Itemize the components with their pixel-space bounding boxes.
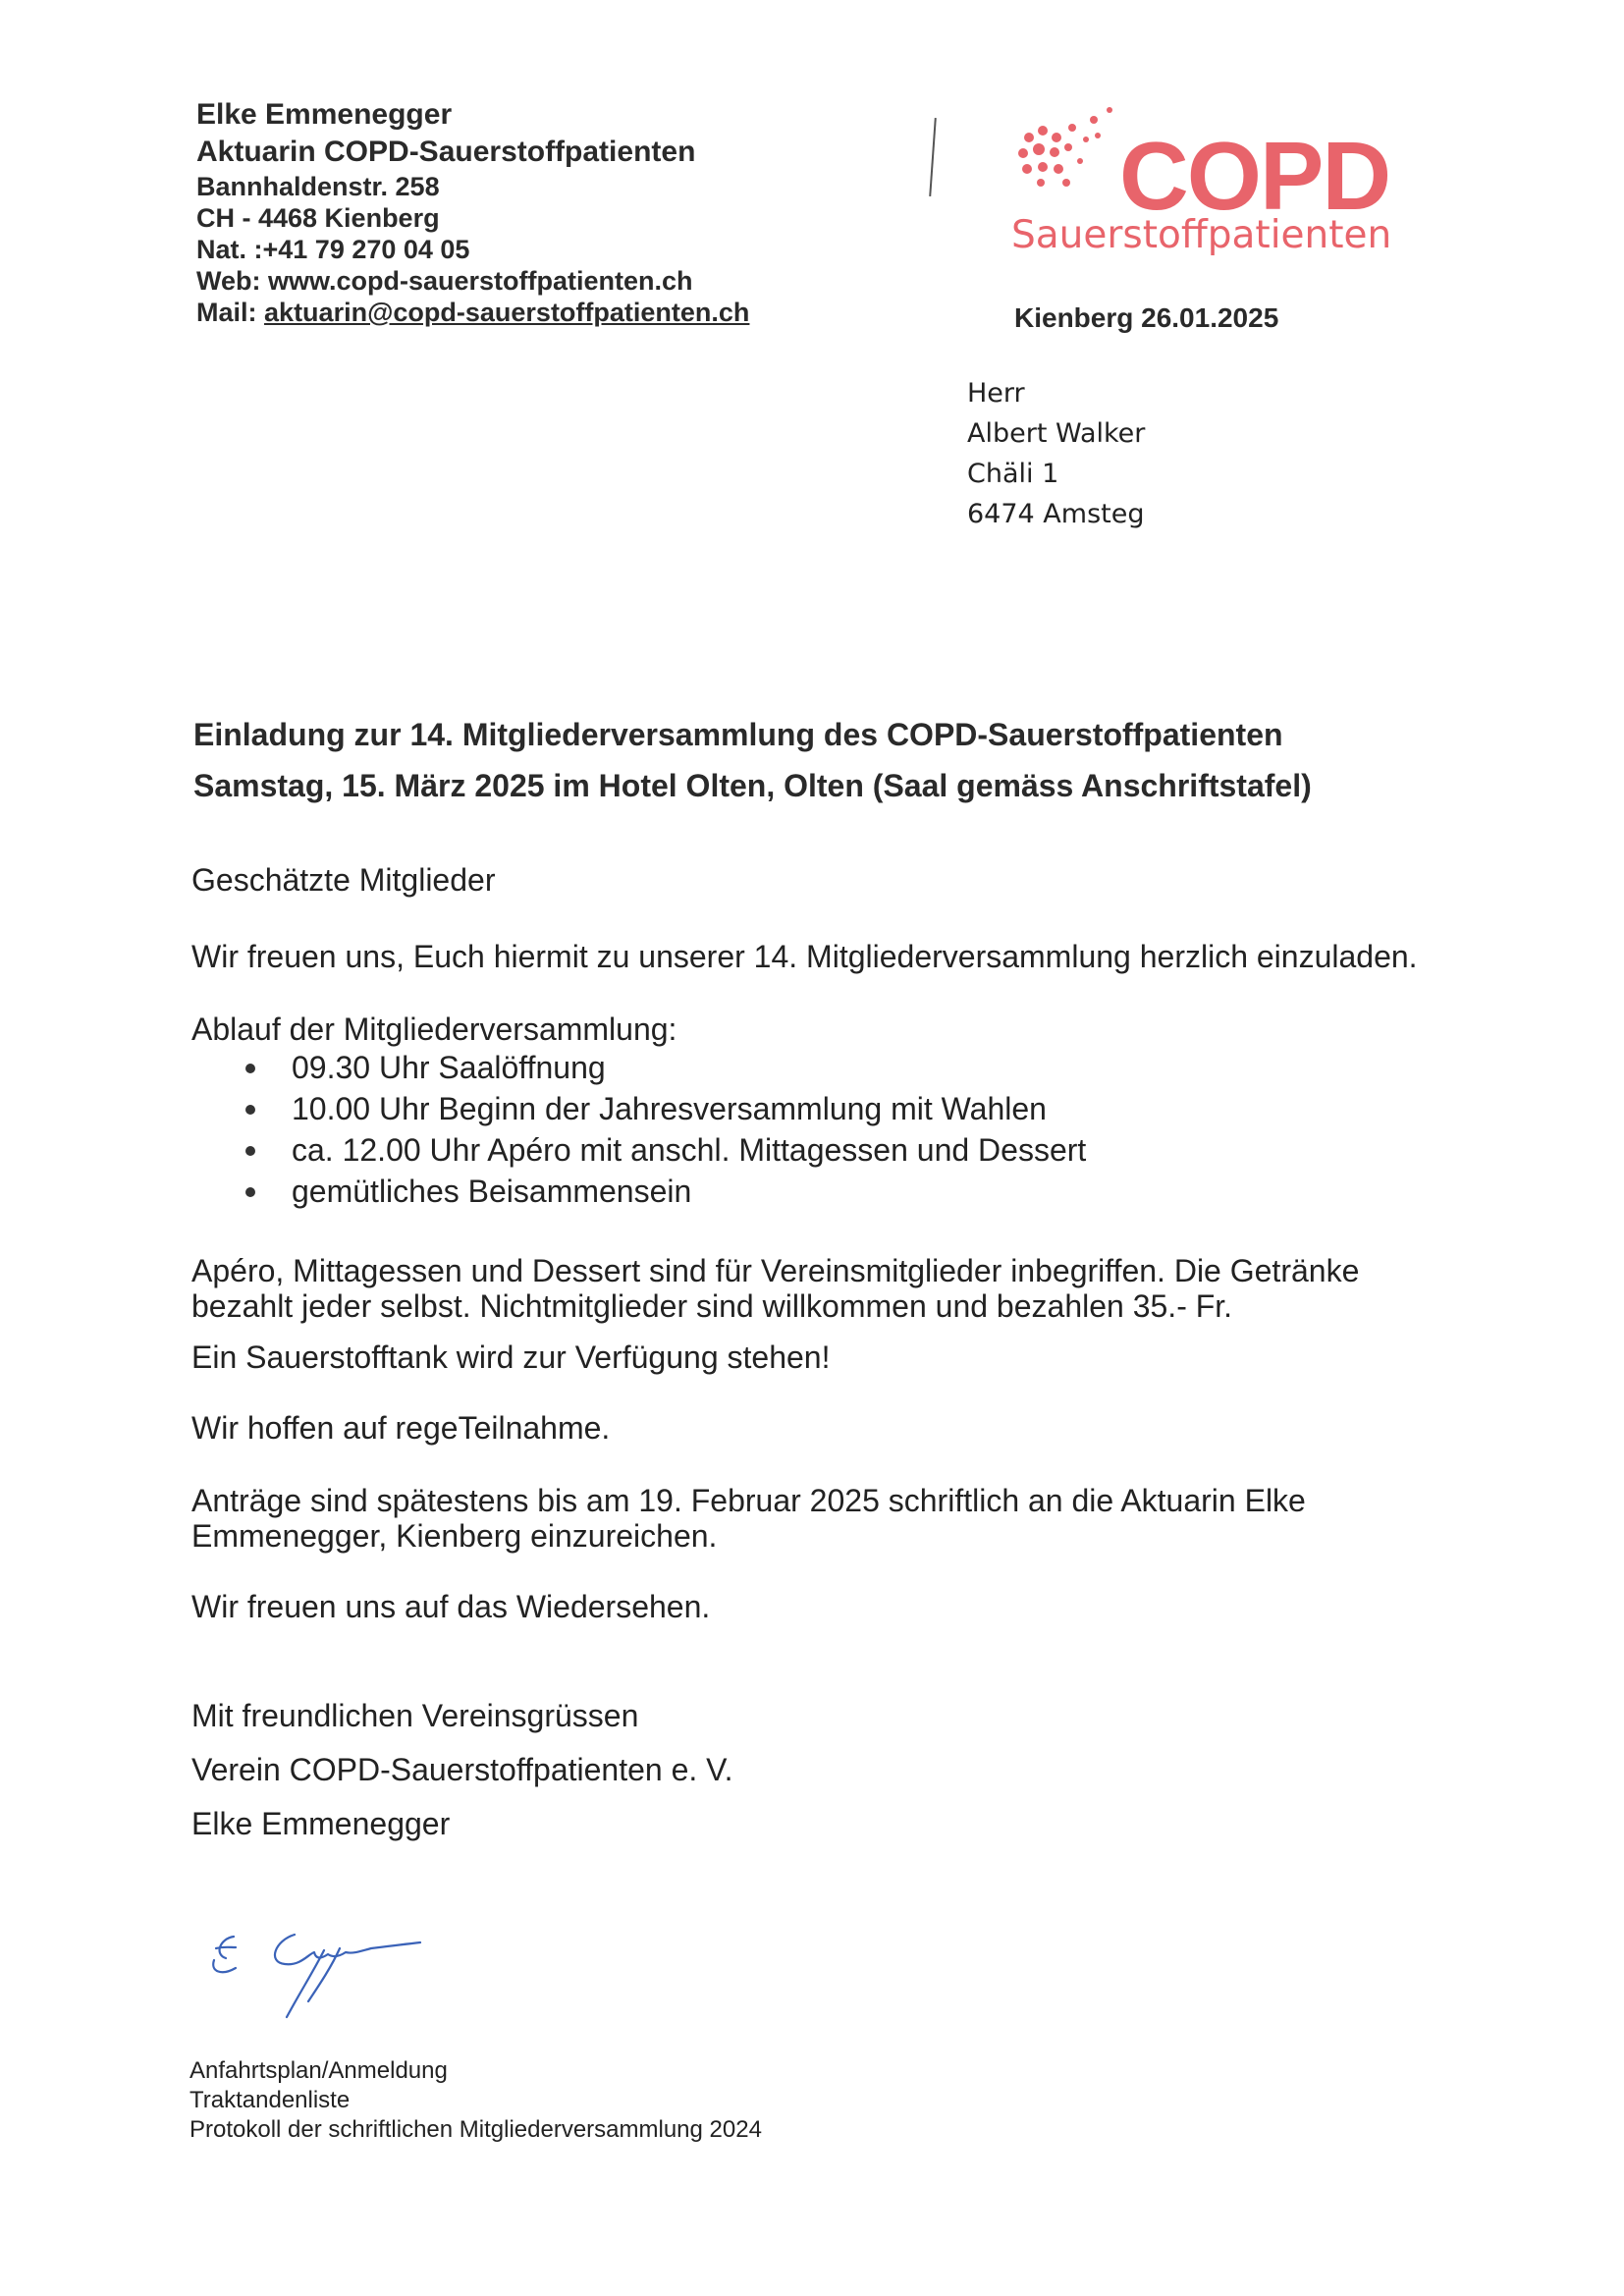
sender-phone: Nat. :+41 79 270 04 05 [196,235,470,264]
agenda-item: 10.00 Uhr Beginn der Jahresversammlung mit Wahlen [191,1088,1468,1129]
sender-web: Web: www.copd-sauerstoffpatienten.ch [196,266,693,296]
sender-mail-label: Mail: [196,298,257,327]
subject-line-2: Samstag, 15. März 2025 im Hotel Olten, Olten (Saal gemäss Anschriftstafel) [193,768,1312,803]
letter-date: Kienberg 26.01.2025 [1014,302,1279,333]
participation-paragraph: Wir hoffen auf regeTeilnahme. [191,1410,611,1446]
enclosures-list [189,2056,762,2145]
sender-block [196,96,749,328]
sender-street: Bannhaldenstr. 258 [196,172,440,201]
copd-logo [1011,98,1394,265]
sender-mail-link[interactable]: aktuarin@copd-sauerstoffpatienten.ch [264,298,750,327]
motions-paragraph: Anträge sind spätestens bis am 19. Februar 2025 schriftlich an die Aktuarin Elke Emmenegger, Kienberg einzureichen. [191,1483,1306,1554]
recipient-address [967,373,1145,534]
recipient-city: 6474 Amsteg [967,499,1145,529]
enclosure-item: Protokoll der schriftlichen Mitgliederversammlung 2024 [189,2116,762,2143]
enclosure-item: Anfahrtsplan/Anmeldung [189,2057,448,2084]
recipient-salutation: Herr [967,378,1025,409]
sender-role: Aktuarin COPD-Sauerstoffpatienten [196,136,696,168]
signature-icon [206,1915,461,2033]
agenda-list [191,1047,1468,1212]
agenda-item: ca. 12.00 Uhr Apéro mit anschl. Mittagessen und Dessert [191,1129,1468,1171]
closing-club: Verein COPD-Sauerstoffpatienten e. V. [191,1752,733,1787]
logo-title: COPD [1119,122,1390,230]
sender-city: CH - 4468 Kienberg [196,203,440,233]
closing-name: Elke Emmenegger [191,1806,451,1841]
costs-paragraph: Apéro, Mittagessen und Dessert sind für Vereinsmitglieder inbegriffen. Die Getränke bezahlt jeder selbst. Nichtmitglieder sind willkommen und bezahlen 35.- Fr. [191,1253,1360,1324]
agenda-item: gemütliches Beisammensein [191,1171,1468,1212]
sender-mail-line [196,297,749,328]
agenda-title: Ablauf der Mitgliederversammlung: [191,1011,677,1047]
farewell-paragraph: Wir freuen uns auf das Wiedersehen. [191,1589,711,1624]
intro-paragraph: Wir freuen uns, Euch hiermit zu unserer 14. Mitgliederversammlung herzlich einzuladen. [191,939,1418,974]
logo-subtitle: Sauerstoffpatienten [1011,213,1392,257]
subject-line-1: Einladung zur 14. Mitgliederversammlung des COPD-Sauerstoffpatienten [193,717,1283,752]
recipient-name: Albert Walker [967,418,1146,449]
oxygen-paragraph: Ein Sauerstofftank wird zur Verfügung stehen! [191,1339,831,1375]
scan-mark [929,118,937,196]
agenda-item: 09.30 Uhr Saalöffnung [191,1047,1468,1088]
sender-name: Elke Emmenegger [196,98,453,131]
letter-body [191,862,1468,1851]
enclosure-item: Traktandenliste [189,2087,351,2113]
subject [193,709,1312,811]
closing-regards: Mit freundlichen Vereinsgrüssen [191,1698,639,1733]
recipient-street: Chäli 1 [967,459,1059,489]
closing-block [191,1689,1468,1851]
greeting: Geschätzte Mitglieder [191,862,496,898]
